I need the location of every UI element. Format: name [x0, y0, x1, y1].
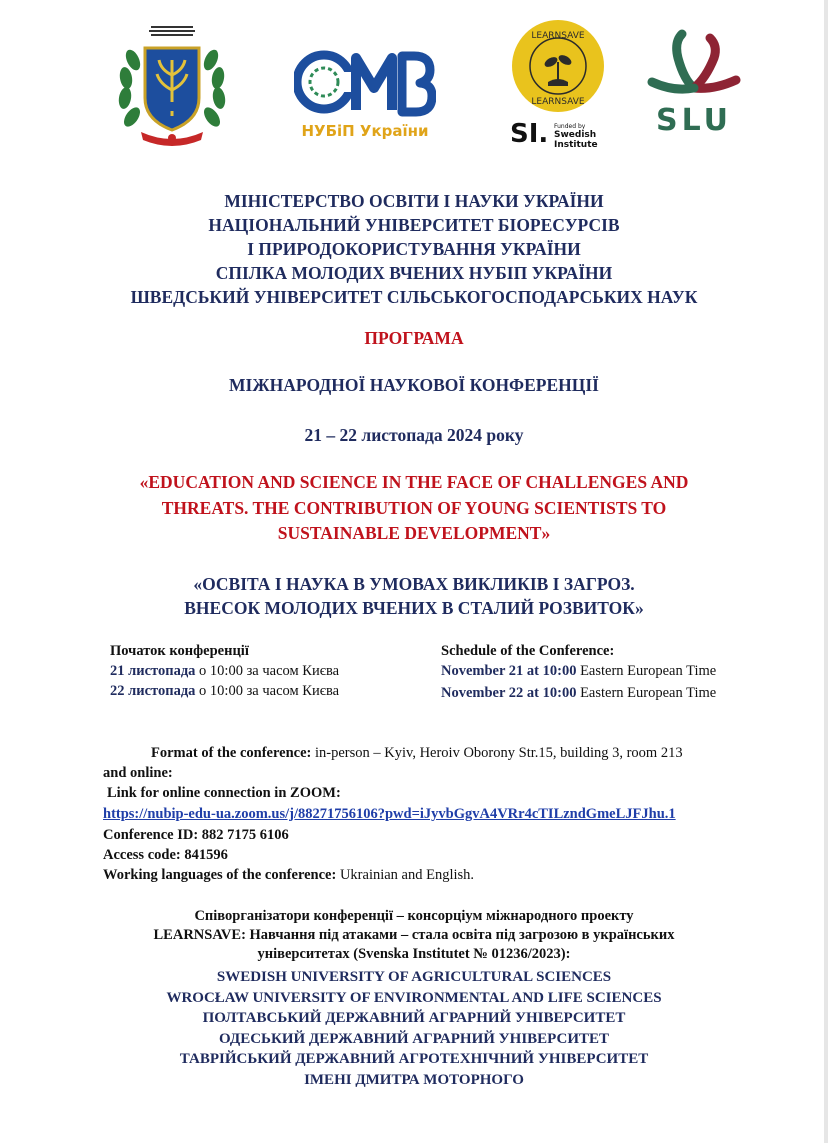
format-label: Format of the conference:	[151, 745, 312, 761]
zoom-link-label: Link for online connection in ZOOM:	[107, 785, 341, 801]
si-name-line2: Institute	[554, 140, 598, 150]
coorganizers-block	[0, 907, 828, 964]
schedule-en-day1	[441, 663, 716, 680]
conference-label: МІЖНАРОДНОЇ НАУКОВОЇ КОНФЕРЕНЦІЇ	[229, 375, 599, 395]
learnsave-top-text: LEARNSAVE	[531, 31, 585, 41]
schedule-en-day1-time: Eastern European Time	[576, 663, 717, 679]
slu-logo	[644, 28, 744, 138]
partner-slu: SWEDISH UNIVERSITY OF AGRICULTURAL SCIENCES	[216, 969, 612, 985]
title-english-line2: THREATS. THE CONTRIBUTION OF YOUNG SCIENTISTS TO	[161, 497, 667, 518]
partner-poltava: ПОЛТАВСЬКИЙ ДЕРЖАВНИЙ АГРАРНИЙ УНІВЕРСИТЕТ	[202, 1010, 626, 1026]
format-value: in-person – Kyiv, Heroiv Oborony Str.15, building 3, room 213	[311, 745, 683, 761]
cmb-logo	[294, 44, 436, 144]
schedule-ua-heading: Початок конференції	[110, 643, 249, 659]
title-ukrainian-line2: ВНЕСОК МОЛОДИХ ВЧЕНИХ В СТАЛИЙ РОЗВИТОК»	[184, 598, 644, 618]
conference-dates: 21 – 22 листопада 2024 року	[304, 425, 524, 445]
header-ministry: МІНІСТЕРСТВО ОСВІТИ І НАУКИ УКРАЇНИ	[224, 191, 604, 211]
header-block	[0, 189, 828, 309]
title-english-line1: «EDUCATION AND SCIENCE IN THE FACE OF CHALLENGES AND	[139, 472, 689, 492]
si-mark: SI.	[510, 119, 549, 149]
schedule-ua-day1-time: о 10:00 за часом Києва	[195, 663, 340, 679]
conference-id: Conference ID: 882 7175 6106	[103, 827, 289, 843]
si-funded-text: Funded by	[554, 123, 586, 130]
working-languages-label: Working languages of the conference:	[103, 867, 337, 883]
working-languages-value: Ukrainian and English.	[336, 867, 475, 883]
program-label: ПРОГРАМА	[364, 328, 464, 348]
title-english-line3: SUSTAINABLE DEVELOPMENT»	[277, 523, 551, 543]
header-swedish-university: ШВЕДСЬКИЙ УНІВЕРСИТЕТ СІЛЬСЬКОГОСПОДАРСЬКИХ НАУК	[130, 287, 698, 307]
coorganizers-line3: університетах (Svenska Institutet № 01236/2023):	[257, 946, 571, 962]
partner-odesa: ОДЕСЬКИЙ ДЕРЖАВНИЙ АГРАРНИЙ УНІВЕРСИТЕТ	[218, 1030, 610, 1047]
access-code: Access code: 841596	[103, 847, 228, 863]
schedule-ua-day2-time: о 10:00 за часом Києва	[195, 683, 340, 699]
header-university-line1: НАЦІОНАЛЬНИЙ УНІВЕРСИТЕТ БІОРЕСУРСІВ	[208, 215, 620, 235]
schedule-ua-day1-date: 21 листопада	[110, 663, 196, 679]
nubip-emblem-logo	[113, 20, 231, 150]
format-line	[151, 745, 683, 762]
partner-tavria-line2: ІМЕНІ ДМИТРА МОТОРНОГО	[304, 1071, 524, 1088]
slu-text: SLU	[655, 103, 733, 138]
title-ukrainian-line1: «ОСВІТА І НАУКА В УМОВАХ ВИКЛИКІВ І ЗАГРОЗ.	[193, 574, 635, 594]
coorganizers-line1: Співорганізатори конференції – консорціум міжнародного проекту	[194, 908, 634, 924]
format-online: and online:	[103, 765, 173, 781]
partner-tavria: ТАВРІЙСЬКИЙ ДЕРЖАВНИЙ АГРОТЕХНІЧНИЙ УНІВЕРСИТЕТ	[179, 1051, 649, 1067]
header-young-scientists: СПІЛКА МОЛОДИХ ВЧЕНИХ НУБІП УКРАЇНИ	[215, 263, 613, 283]
schedule-en-day2-date: November 22 at 10:00	[441, 685, 577, 701]
schedule-en-day2	[441, 685, 716, 702]
zoom-link[interactable]: https://nubip-edu-ua.zoom.us/j/88271756106?pwd=iJyvbGgvA4VRr4cTILzndGmeLJFJhu.1	[103, 806, 676, 822]
schedule-en-day2-time: Eastern European Time	[576, 685, 717, 701]
schedule-en-day1-date: November 21 at 10:00	[441, 663, 577, 679]
schedule-en-heading: Schedule of the Conference:	[441, 643, 615, 659]
learnsave-bottom-text: LEARNSAVE	[531, 97, 585, 107]
schedule-ua-day1	[110, 663, 339, 680]
coorganizers-line2: LEARNSAVE: Навчання під атаками – стала освіта під загрозою в українських	[153, 927, 675, 943]
si-name-line1: Swedish	[554, 130, 597, 140]
working-languages	[103, 867, 474, 884]
schedule-ua-day2-date: 22 листопада	[110, 683, 196, 699]
cmb-caption: НУБіП України	[301, 122, 429, 140]
schedule-ua-day2	[110, 683, 339, 700]
title-ukrainian	[0, 572, 828, 620]
header-university-line2: І ПРИРОДОКОРИСТУВАННЯ УКРАЇНИ	[247, 239, 581, 259]
partner-wroclaw: WROCŁAW UNIVERSITY OF ENVIRONMENTAL AND LIFE SCIENCES	[166, 989, 662, 1006]
partners-block	[0, 967, 828, 1090]
title-english	[0, 470, 828, 547]
learnsave-logo	[506, 20, 610, 150]
